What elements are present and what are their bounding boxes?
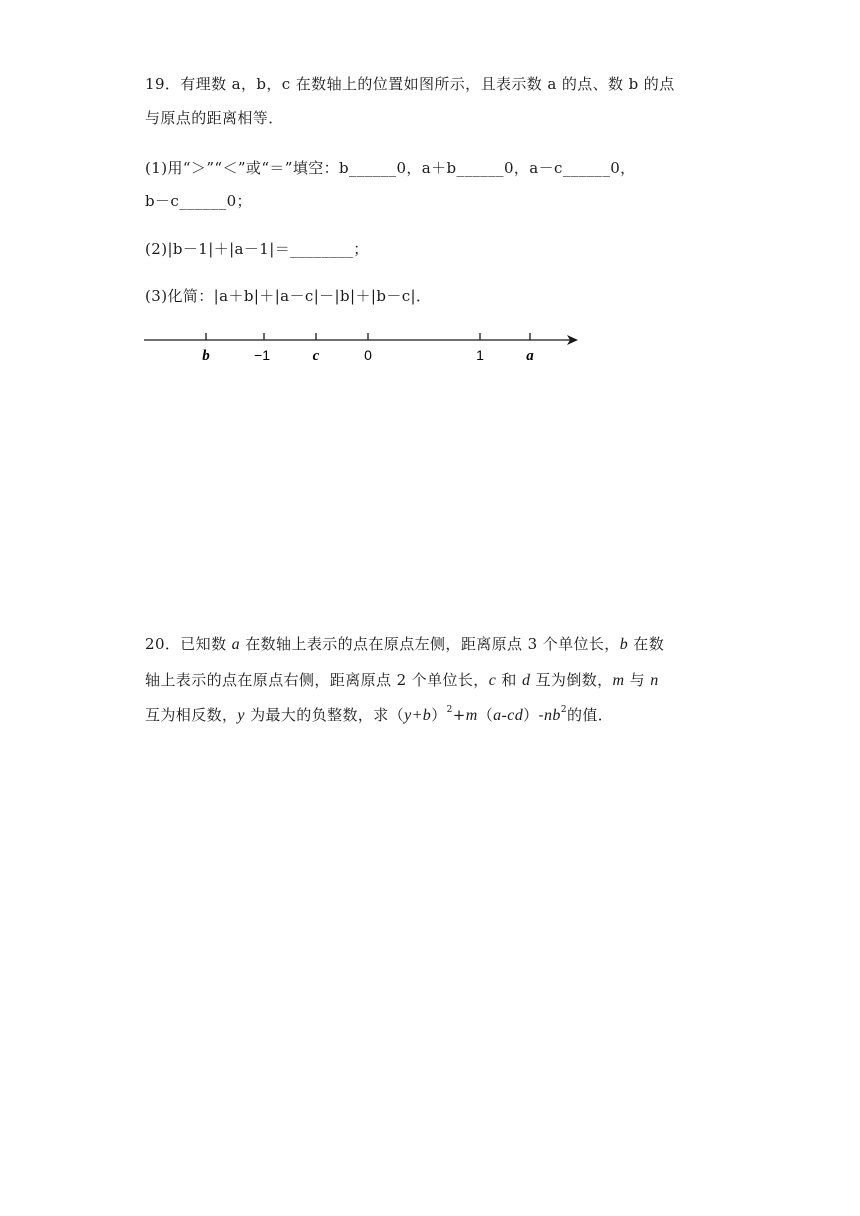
q20-expr-nb: nb — [544, 707, 561, 724]
q20-exponent: 2 — [446, 705, 453, 715]
q19-line-2: 与原点的距离相等． — [145, 109, 284, 127]
q20-text: 互为相反数， — [145, 706, 238, 724]
q20-var-n: n — [650, 672, 659, 689]
label-c: c — [312, 348, 320, 364]
q20-text: ）- — [523, 706, 544, 724]
q20-text: ） — [431, 706, 447, 724]
q20-line-1 — [145, 633, 664, 654]
q20-text: 在数 — [628, 635, 665, 653]
q19-line-1: 19．有理数 a，b，c 在数轴上的位置如图所示，且表示数 a 的点、数 b 的点 — [145, 75, 675, 93]
q20-text: （ — [477, 706, 494, 724]
q20-line-2 — [145, 669, 659, 690]
q19-part1-line-2: b－c______0； — [145, 192, 252, 210]
q20-var-c: c — [488, 672, 497, 689]
q20-text: 20．已知数 — [145, 635, 232, 653]
q20-var-y: y — [237, 707, 245, 724]
q20-text: 互为倒数， — [530, 671, 613, 689]
q20-text: 的值． — [566, 706, 614, 724]
label-a: a — [526, 348, 534, 364]
q20-expr-yb: y+b — [404, 707, 432, 724]
q20-expr-m: m — [465, 707, 478, 724]
q19-part3: (3)化简：|a＋b|＋|a－c|－|b|＋|b－c|． — [145, 287, 432, 305]
q20-text: 在数轴上表示的点在原点左侧，距离原点 3 个单位长， — [240, 635, 620, 653]
q19-part1-line-1: (1)用“＞”“＜”或“＝”填空：b______0，a＋b______0，a－c______0， — [145, 159, 636, 177]
q20-text: 轴上表示的点在原点右侧，距离原点 2 个单位长， — [145, 671, 489, 689]
q20-var-m: m — [612, 672, 625, 689]
q20-expr-acd: a-cd — [493, 707, 524, 724]
q20-text: 与 — [624, 671, 651, 689]
label-neg1: −1 — [254, 347, 270, 363]
q20-text: 和 — [496, 671, 522, 689]
number-line-figure — [140, 326, 590, 371]
q20-text: 为最大的负整数，求（ — [244, 706, 405, 724]
q20-exponent: 2 — [560, 705, 567, 715]
q20-var-b: b — [619, 636, 629, 653]
q20-var-d: d — [521, 672, 531, 689]
q19-part2: (2)|b－1|＋|a－1|＝________； — [145, 240, 369, 258]
label-0: 0 — [364, 347, 372, 363]
label-b: b — [202, 348, 210, 364]
q20-line-3 — [145, 704, 613, 725]
q20-text: + — [452, 706, 466, 724]
q20-var-a: a — [231, 636, 241, 653]
label-1: 1 — [476, 347, 484, 363]
